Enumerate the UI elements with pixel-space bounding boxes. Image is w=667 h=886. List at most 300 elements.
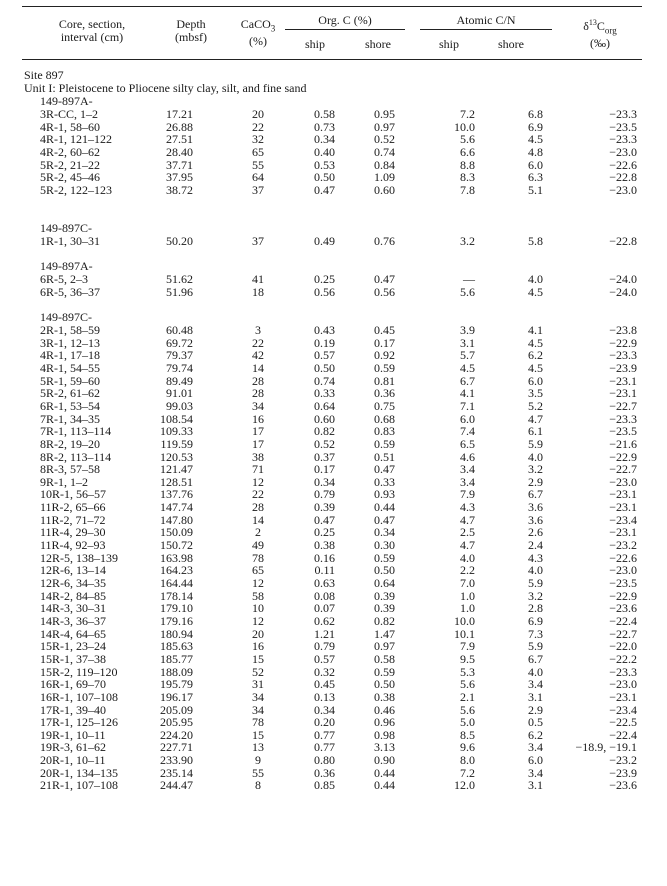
cell-orgc-shore: 0.44 [374,500,395,515]
header-orgc: Org. C (%) [318,13,372,27]
cell-depth: 150.09 [160,525,193,540]
cell-orgc-ship: 0.34 [314,702,335,717]
cell-caco3: 64 [252,170,264,185]
cell-core-interval: 10R-1, 56–57 [40,487,106,502]
cell-cn-ship: — [463,272,475,286]
cell-depth: 150.72 [160,538,193,553]
header-core [22,18,162,44]
cell-orgc-ship: 1.21 [314,626,335,641]
table-top-rule [22,6,642,7]
cell-orgc-ship: 0.77 [314,740,335,755]
cell-orgc-ship: 0.38 [314,538,335,553]
cell-d13c: −23.9 [609,765,637,780]
cell-caco3: 22 [252,119,264,134]
cell-orgc-shore: 0.82 [374,613,395,628]
cell-orgc-ship: 0.39 [314,500,335,515]
cell-cn-ship: 6.6 [460,144,475,159]
cell-depth: 179.16 [160,613,193,628]
cell-depth: 233.90 [160,753,193,768]
cell-cn-shore: 3.1 [528,778,543,793]
cell-orgc-ship: 0.47 [314,512,335,527]
cell-d13c: −22.2 [609,651,637,666]
cell-orgc-shore: 0.47 [374,272,395,286]
cell-cn-ship: 1.0 [460,588,475,603]
cell-caco3: 49 [252,538,264,553]
cell-caco3: 14 [252,360,264,375]
cell-core-interval: 6R-5, 2–3 [40,272,88,286]
cell-cn-shore: 5.1 [528,182,543,197]
cell-core-interval: 5R-1, 59–60 [40,373,100,388]
cell-cn-shore: 7.3 [528,626,543,641]
cell-orgc-shore: 0.75 [374,398,395,413]
header-core-line2: interval (cm) [60,30,124,44]
cell-d13c: −22.7 [609,398,637,413]
cell-depth: 17.21 [166,107,193,121]
cell-cn-ship: 10.1 [454,626,475,641]
cell-d13c: −22.5 [609,715,637,730]
cell-cn-shore: 6.0 [528,373,543,388]
table-row [0,653,667,666]
cell-cn-shore: 5.9 [528,576,543,590]
cell-orgc-ship: 0.53 [314,157,335,172]
cell-depth: 163.98 [160,550,193,565]
cell-orgc-shore: 3.13 [374,740,395,755]
cell-depth: 180.94 [160,626,193,641]
cell-depth: 244.47 [160,778,193,793]
cell-orgc-ship: 0.20 [314,715,335,730]
header-caco3-sub: 3 [270,23,276,34]
cell-orgc-ship: 0.50 [314,170,335,185]
cell-orgc-shore: 0.90 [374,753,395,768]
cell-core-interval: 1R-1, 30–31 [40,234,100,248]
cell-caco3: 16 [252,411,264,426]
cell-d13c: −23.2 [609,538,637,553]
cell-core-interval: 15R-1, 37–38 [40,651,106,666]
cell-depth: 195.79 [160,677,193,692]
cell-depth: 128.51 [160,474,193,489]
cell-depth: 38.72 [166,182,193,197]
cell-cn-ship: 3.4 [460,462,475,477]
cell-core-interval: 5R-2, 21–22 [40,157,100,172]
cell-cn-shore: 4.5 [528,132,543,147]
cell-cn-ship: 3.2 [460,234,475,248]
cell-cn-shore: 6.0 [528,753,543,768]
header-orgc-shore: shore [365,37,391,51]
cell-cn-shore: 4.5 [528,335,543,350]
cell-d13c: −23.5 [609,119,637,134]
cell-orgc-shore: 0.52 [374,132,395,147]
cell-orgc-ship: 0.34 [314,132,335,147]
cell-d13c: −23.8 [609,323,637,337]
cell-orgc-ship: 0.57 [314,651,335,666]
cell-cn-shore: 3.6 [528,512,543,527]
cell-orgc-ship: 0.50 [314,360,335,375]
header-depth-line1: Depth [176,17,206,31]
table-row [0,615,667,628]
cell-depth: 224.20 [160,727,193,742]
cell-orgc-shore: 0.83 [374,424,395,439]
header-orgc-ship: ship [304,37,325,51]
cell-core-interval: 5R-2, 61–62 [40,386,100,401]
cell-cn-shore: 2.9 [528,474,543,489]
cell-core-interval: 6R-5, 36–37 [40,284,100,299]
cell-cn-ship: 4.0 [460,550,475,565]
cell-orgc-ship: 0.63 [314,576,335,590]
cell-orgc-shore: 0.39 [374,588,395,603]
cell-d13c: −24.0 [609,272,637,286]
cell-orgc-shore: 0.59 [374,550,395,565]
cell-cn-ship: 5.6 [460,677,475,692]
cell-core-interval: 15R-1, 23–24 [40,639,106,654]
cell-core-interval: 4R-1, 121–122 [40,132,112,147]
cell-cn-ship: 8.3 [460,170,475,185]
cell-orgc-ship: 0.07 [314,601,335,616]
cell-core-interval: 15R-2, 119–120 [40,664,118,679]
cell-cn-shore: 3.2 [528,588,543,603]
cell-core-interval: 19R-1, 10–11 [40,727,106,742]
cell-d13c: −24.0 [609,284,637,299]
cell-orgc-ship: 0.19 [314,335,335,350]
cell-orgc-shore: 0.30 [374,538,395,553]
cell-orgc-ship: 0.32 [314,664,335,679]
cell-depth: 108.54 [160,411,193,426]
cell-d13c: −22.9 [609,588,637,603]
table-row [0,438,667,451]
cell-orgc-ship: 0.79 [314,639,335,654]
cell-depth: 235.14 [160,765,193,780]
cell-depth: 51.62 [166,272,193,286]
cell-cn-shore: 6.8 [528,107,543,121]
cell-cn-ship: 12.0 [454,778,475,793]
cell-cn-shore: 4.1 [528,323,543,337]
cell-d13c: −22.9 [609,335,637,350]
cell-caco3: 52 [252,664,264,679]
group-label: 149-897A- [40,259,93,273]
cell-caco3: 78 [252,550,264,565]
cell-orgc-shore: 0.76 [374,234,395,248]
cell-orgc-shore: 0.98 [374,727,395,742]
cell-caco3: 10 [252,601,264,616]
cell-d13c: −23.3 [609,664,637,679]
cell-caco3: 28 [252,500,264,515]
cell-caco3: 16 [252,639,264,654]
cell-depth: 91.01 [166,386,193,401]
table-row [0,146,667,159]
cell-d13c: −21.6 [609,436,637,451]
orgc-underline [285,29,405,30]
cell-d13c: −23.0 [609,474,637,489]
cell-cn-ship: 7.4 [460,424,475,439]
cell-orgc-ship: 0.80 [314,753,335,768]
cell-core-interval: 11R-2, 65–66 [40,500,106,515]
cell-cn-ship: 6.5 [460,436,475,451]
cell-depth: 79.37 [166,348,193,363]
cell-depth: 60.48 [166,323,193,337]
cell-cn-shore: 4.5 [528,284,543,299]
cell-orgc-ship: 0.56 [314,284,335,299]
cell-orgc-shore: 0.59 [374,664,395,679]
cell-orgc-ship: 0.77 [314,727,335,742]
cell-cn-ship: 7.1 [460,398,475,413]
header-d13-sub: org [604,25,617,36]
cell-caco3: 13 [252,740,264,755]
cell-caco3: 37 [252,182,264,197]
cell-orgc-ship: 0.52 [314,436,335,451]
header-depth [162,18,220,44]
cell-caco3: 17 [252,424,264,439]
cell-caco3: 15 [252,727,264,742]
cell-cn-ship: 4.7 [460,512,475,527]
cell-orgc-shore: 0.51 [374,449,395,464]
cell-caco3: 17 [252,436,264,451]
cell-cn-ship: 2.2 [460,563,475,578]
cell-cn-ship: 9.5 [460,651,475,666]
cell-caco3: 55 [252,765,264,780]
cell-cn-shore: 2.6 [528,525,543,540]
cell-orgc-ship: 0.33 [314,386,335,401]
cell-caco3: 2 [255,525,261,540]
cell-caco3: 12 [252,613,264,628]
cell-orgc-ship: 0.64 [314,398,335,413]
cell-orgc-shore: 0.46 [374,702,395,717]
cell-core-interval: 12R-6, 13–14 [40,563,106,578]
cell-depth: 179.10 [160,601,193,616]
cell-orgc-shore: 0.38 [374,689,395,704]
cell-cn-ship: 3.9 [460,323,475,337]
table-row [0,362,667,375]
cell-cn-shore: 3.4 [528,677,543,692]
header-core-line1: Core, section, [58,17,126,31]
cell-depth: 205.95 [160,715,193,730]
cell-cn-shore: 2.8 [528,601,543,616]
cell-d13c: −22.6 [609,157,637,172]
cell-core-interval: 14R-2, 84–85 [40,588,106,603]
cell-depth: 37.71 [166,157,193,172]
cell-caco3: 20 [252,626,264,641]
cell-orgc-ship: 0.58 [314,107,335,121]
cell-cn-shore: 6.2 [528,348,543,363]
cell-caco3: 15 [252,651,264,666]
cell-orgc-shore: 0.56 [374,284,395,299]
cell-d13c: −23.1 [609,500,637,515]
cell-cn-shore: 4.0 [528,563,543,578]
site-label: Site 897 [24,68,64,82]
cell-caco3: 65 [252,144,264,159]
table-row [0,779,667,792]
cell-d13c: −23.3 [609,107,637,121]
header-cn-shore: shore [498,37,524,51]
cell-depth: 137.76 [160,487,193,502]
cell-cn-ship: 8.8 [460,157,475,172]
cell-orgc-ship: 0.11 [314,563,335,578]
table-row [0,691,667,704]
cell-depth: 185.77 [160,651,193,666]
cell-depth: 50.20 [166,234,193,248]
cell-core-interval: 8R-2, 19–20 [40,436,100,451]
cell-orgc-shore: 0.95 [374,107,395,121]
cell-orgc-shore: 0.84 [374,157,395,172]
cell-depth: 69.72 [166,335,193,350]
cell-d13c: −23.0 [609,563,637,578]
cell-orgc-ship: 0.73 [314,119,335,134]
cell-cn-ship: 7.9 [460,639,475,654]
cell-cn-ship: 5.3 [460,664,475,679]
cell-core-interval: 14R-3, 36–37 [40,613,106,628]
cell-orgc-shore: 0.96 [374,715,395,730]
cell-cn-ship: 3.1 [460,335,475,350]
cell-d13c: −23.3 [609,132,637,147]
cell-orgc-ship: 0.13 [314,689,335,704]
cell-caco3: 38 [252,449,264,464]
cell-cn-shore: 6.0 [528,157,543,172]
cell-cn-ship: 5.7 [460,348,475,363]
cell-d13c: −22.7 [609,626,637,641]
cell-cn-ship: 7.9 [460,487,475,502]
cell-caco3: 9 [255,753,261,768]
cell-caco3: 8 [255,778,261,793]
cell-orgc-shore: 0.44 [374,778,395,793]
cell-orgc-ship: 0.85 [314,778,335,793]
cell-core-interval: 4R-2, 60–62 [40,144,100,159]
cell-orgc-ship: 0.25 [314,525,335,540]
cell-depth: 79.74 [166,360,193,375]
cell-orgc-ship: 0.08 [314,588,335,603]
cell-d13c: −22.7 [609,462,637,477]
cell-cn-shore: 4.5 [528,360,543,375]
cell-d13c: −22.9 [609,449,637,464]
cell-cn-ship: 9.6 [460,740,475,755]
cell-orgc-shore: 0.97 [374,119,395,134]
cell-depth: 26.88 [166,119,193,134]
cell-cn-shore: 6.7 [528,487,543,502]
cell-orgc-shore: 0.81 [374,373,395,388]
cell-core-interval: 16R-1, 107–108 [40,689,118,704]
cell-d13c: −18.9, −19.1 [575,740,637,755]
cell-orgc-shore: 0.17 [374,335,395,350]
cell-cn-ship: 1.0 [460,601,475,616]
cell-core-interval: 8R-3, 57–58 [40,462,100,477]
cell-depth: 27.51 [166,132,193,147]
cell-cn-shore: 5.8 [528,234,543,248]
header-d13-delta: δ [583,19,589,33]
cell-orgc-shore: 0.50 [374,677,395,692]
header-caco3 [235,18,281,48]
cell-orgc-shore: 0.64 [374,576,395,590]
cell-core-interval: 9R-1, 1–2 [40,474,88,489]
cell-d13c: −23.4 [609,512,637,527]
cell-caco3: 34 [252,398,264,413]
cell-cn-ship: 5.6 [460,702,475,717]
cell-cn-ship: 8.5 [460,727,475,742]
cell-core-interval: 16R-1, 69–70 [40,677,106,692]
table-row [0,235,667,248]
cell-cn-shore: 6.1 [528,424,543,439]
cell-depth: 178.14 [160,588,193,603]
cell-orgc-ship: 0.82 [314,424,335,439]
cell-caco3: 42 [252,348,264,363]
cell-cn-shore: 4.7 [528,411,543,426]
header-atomic-cn: Atomic C/N [456,13,516,27]
cell-cn-ship: 8.0 [460,753,475,768]
cell-cn-shore: 3.5 [528,386,543,401]
cell-orgc-ship: 0.43 [314,323,335,337]
cell-orgc-ship: 0.62 [314,613,335,628]
cell-depth: 164.23 [160,563,193,578]
cell-depth: 120.53 [160,449,193,464]
cell-caco3: 41 [252,272,264,286]
cell-core-interval: 11R-2, 71–72 [40,512,106,527]
cell-cn-shore: 6.9 [528,613,543,628]
cell-core-interval: 17R-1, 125–126 [40,715,118,730]
group-label: 149-897A- [40,94,93,108]
cell-d13c: −23.9 [609,360,637,375]
cell-cn-shore: 2.4 [528,538,543,553]
cell-caco3: 22 [252,335,264,350]
cell-core-interval: 12R-5, 138–139 [40,550,118,565]
cell-orgc-shore: 0.59 [374,360,395,375]
cell-cn-shore: 3.6 [528,500,543,515]
cell-caco3: 12 [252,576,264,590]
cell-d13c: −23.1 [609,386,637,401]
cell-depth: 185.63 [160,639,193,654]
cell-orgc-ship: 0.57 [314,348,335,363]
header-d13-sup: 13 [588,18,597,27]
cell-orgc-shore: 0.50 [374,563,395,578]
cell-orgc-shore: 0.45 [374,323,395,337]
header-d13c [560,16,640,50]
cell-cn-ship: 7.2 [460,107,475,121]
cell-cn-ship: 3.4 [460,474,475,489]
cell-depth: 37.95 [166,170,193,185]
cell-d13c: −23.0 [609,182,637,197]
cell-d13c: −22.0 [609,639,637,654]
group-label: 149-897C- [40,221,92,235]
cell-d13c: −23.0 [609,677,637,692]
cell-d13c: −22.6 [609,550,637,565]
cell-orgc-shore: 0.44 [374,765,395,780]
cell-depth: 205.09 [160,702,193,717]
cell-caco3: 37 [252,234,264,248]
cell-d13c: −23.5 [609,576,637,590]
cell-cn-ship: 4.7 [460,538,475,553]
cell-d13c: −23.0 [609,144,637,159]
cell-depth: 164.44 [160,576,193,590]
cell-cn-shore: 6.2 [528,727,543,742]
cell-orgc-shore: 1.47 [374,626,395,641]
header-depth-line2: (mbsf) [175,30,207,44]
cell-cn-shore: 2.9 [528,702,543,717]
cell-depth: 227.71 [160,740,193,755]
cell-orgc-ship: 0.16 [314,550,335,565]
cell-caco3: 3 [255,323,261,337]
cell-core-interval: 21R-1, 107–108 [40,778,118,793]
cell-cn-ship: 4.6 [460,449,475,464]
cell-core-interval: 6R-1, 53–54 [40,398,100,413]
cell-depth: 147.74 [160,500,193,515]
cell-caco3: 34 [252,689,264,704]
cell-orgc-shore: 0.34 [374,525,395,540]
unit-label: Unit I: Pleistocene to Pliocene silty clay, silt, and fine sand [24,81,307,95]
cell-cn-shore: 6.3 [528,170,543,185]
cell-orgc-ship: 0.36 [314,765,335,780]
cell-core-interval: 3R-CC, 1–2 [40,107,99,121]
cell-orgc-shore: 0.59 [374,436,395,451]
cell-orgc-shore: 0.74 [374,144,395,159]
cell-d13c: −23.2 [609,753,637,768]
cell-orgc-ship: 0.45 [314,677,335,692]
cell-orgc-shore: 0.97 [374,639,395,654]
cell-cn-shore: 5.9 [528,436,543,451]
